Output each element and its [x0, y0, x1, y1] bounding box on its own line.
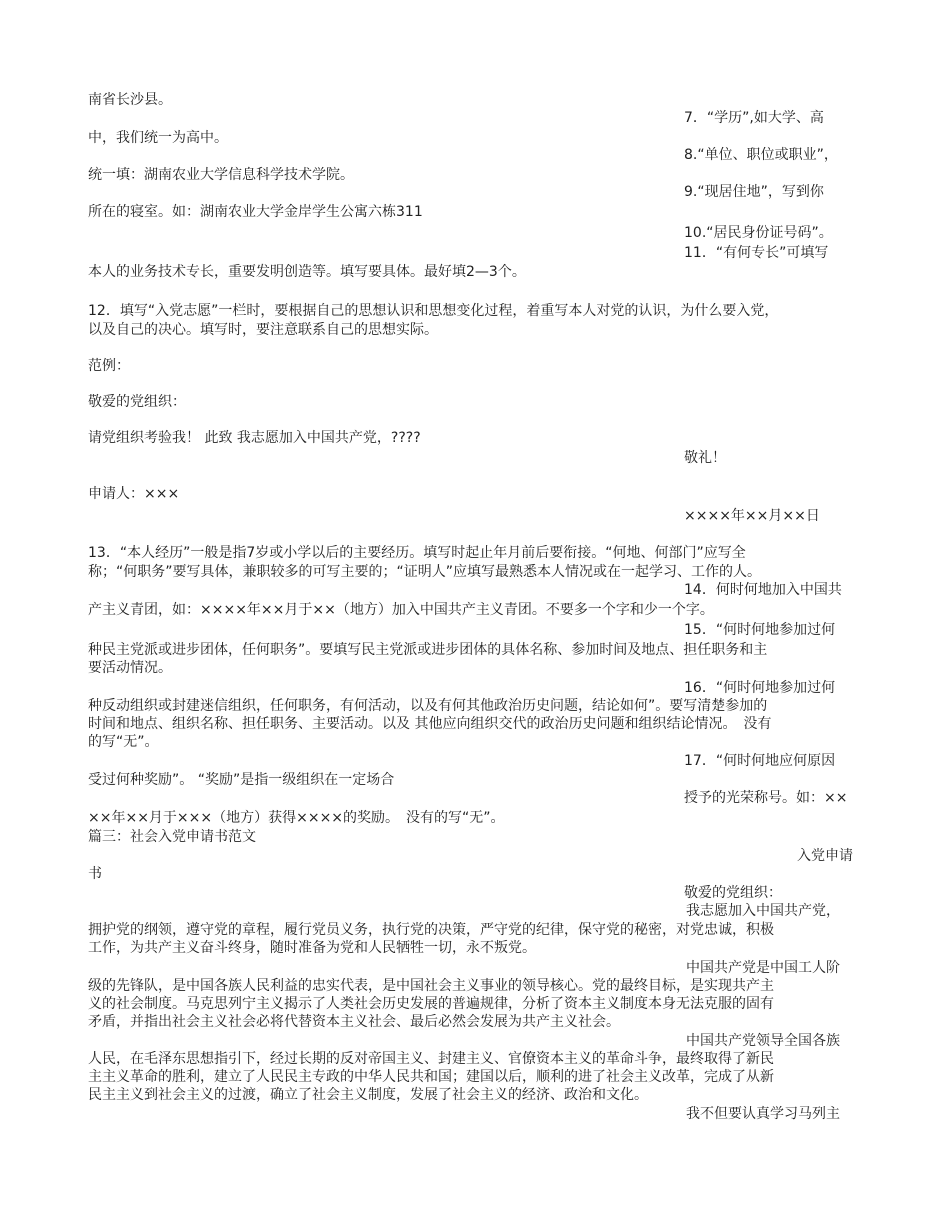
text-line: 我志愿加入中国共产党， [686, 903, 840, 919]
text-line: 矛盾，并指出社会主义社会必将代替资本主义社会、最后必然会发展为共产主义社会。 [88, 1014, 620, 1030]
text-line: 产主义青团，如：××××年××月于××（地方）加入中国共产主义青团。不要多一个字和少一个字。 [88, 602, 714, 618]
text-line: 本人的业务技术专长，重要发明创造等。填写要具体。最好填2—3个。 [88, 264, 526, 280]
text-line: 主主义革命的胜利，建立了人民民主专政的中华人民共和国；建国以后，顺利的进了社会主义改革，完成了从新 [88, 1069, 774, 1085]
text-line: 我不但要认真学习马列主 [686, 1106, 840, 1122]
text-line: 中，我们统一为高中。 [88, 130, 228, 146]
text-line: 人民，在毛泽东思想指引下，经过长期的反对帝国主义、封建主义、官僚资本主义的革命斗争，最终取得了新民 [88, 1051, 774, 1067]
text-line: 以及自己的决心。填写时，要注意联系自己的思想实际。 [88, 322, 438, 338]
text-line: 11．“有何专长”可填写 [684, 245, 829, 261]
text-line: 敬爱的党组织： [88, 394, 186, 410]
text-line: 受过何种奖励”。 “奖励”是指一级组织在一定场合 [88, 772, 395, 788]
text-line: 篇三：社会入党申请书范文 [88, 829, 256, 845]
text-line: 拥护党的纲领，遵守党的章程，履行党员义务，执行党的决策，严守党的纪律，保守党的秘密，对党忠诚，积极 [88, 922, 774, 938]
text-line: 敬爱的党组织： [684, 885, 782, 901]
text-line: 范例： [88, 358, 130, 374]
text-line: 级的先锋队，是中国各族人民利益的忠实代表，是中国社会主义事业的领导核心。党的最终目标，是实现共产主 [88, 978, 774, 994]
text-line: 敬礼！ [684, 450, 726, 466]
text-line: 请党组织考验我！ 此致 我志愿加入中国共产党，???? [88, 430, 421, 446]
text-line: 书 [88, 866, 102, 882]
text-line: 所在的寝室。如：湖南农业大学金岸学生公寓六栋311 [88, 204, 423, 220]
text-line: 7．“学历”,如大学、高 [684, 110, 824, 126]
text-line: 12．填写“入党志愿”一栏时，要根据自己的思想认识和思想变化过程，着重写本人对党的认识，为什么要入党， [88, 303, 779, 319]
text-line: 13．“本人经历”一般是指7岁或小学以后的主要经历。填写时起止年月前后要衔接。“何地、何部门”应写全 [88, 545, 746, 561]
text-line: 申请人：××× [88, 486, 180, 502]
text-line: ××年××月于×××（地方）获得××××的奖励。 没有的写“无”。 [88, 810, 505, 826]
text-line: 民主主义到社会主义的过渡，确立了社会主义制度，发展了社会主义的经济、政治和文化。 [88, 1087, 648, 1103]
text-line: 中国共产党领导全国各族 [686, 1033, 840, 1049]
text-line: 14．何时何地加入中国共 [684, 582, 842, 598]
text-line: 8.“单位、职位或职业”， [684, 147, 838, 163]
text-line: 称；“何职务”要写具体，兼职较多的可写主要的；“证明人”应填写最熟悉本人情况或在一起学习、工作的人。 [88, 564, 762, 580]
text-line: 工作，为共产主义奋斗终身，随时准备为党和人民牺牲一切，永不叛党。 [88, 940, 536, 956]
text-line: 中国共产党是中国工人阶 [686, 960, 840, 976]
text-line: ××××年××月××日 [684, 508, 820, 524]
text-line: 义的社会制度。马克思列宁主义揭示了人类社会历史发展的普遍规律，分析了资本主义制度本身无法克服的固有 [88, 996, 774, 1012]
text-line: 15．“何时何地参加过何 [684, 622, 836, 638]
text-line: 17．“何时何地应何原因 [684, 753, 836, 769]
text-line: 的写“无”。 [88, 734, 159, 750]
text-line: 9.“现居住地”，写到你 [684, 184, 824, 200]
text-line: 10.“居民身份证号码”。 [684, 225, 833, 241]
text-line: 要活动情况。 [88, 660, 172, 676]
text-line: 南省长沙县。 [88, 92, 172, 108]
text-line: 时间和地点、组织名称、担任职务、主要活动。以及 其他应向组织交代的政治历史问题和组织结论情况。 没有 [88, 716, 772, 732]
text-line: 种民主党派或进步团体，任何职务”。要填写民主党派或进步团体的具体名称、参加时间及地点、担任职务和主 [88, 642, 768, 658]
text-line: 16．“何时何地参加过何 [684, 680, 836, 696]
text-line: 种反动组织或封建迷信组织，任何职务，有何活动，以及有何其他政治历史问题，结论如何”。要写清楚参加的 [88, 698, 768, 714]
text-line: 统一填：湖南农业大学信息科学技术学院。 [88, 167, 354, 183]
text-line: 授予的光荣称号。如：×× [684, 790, 848, 806]
text-line: 入党申请 [797, 848, 853, 864]
